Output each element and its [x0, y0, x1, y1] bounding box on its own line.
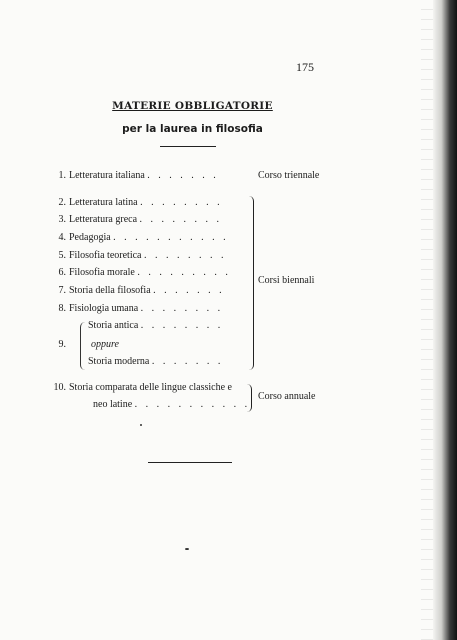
list-item	[52, 197, 223, 208]
page-edge-shadow	[421, 0, 433, 640]
item-label: Pedagogia	[69, 232, 111, 243]
item-label: Storia comparata delle lingue classiche e	[69, 382, 232, 393]
group-label-annual: Corso annuale	[258, 391, 316, 402]
list-item	[88, 356, 223, 367]
leader-dots: . . . . . . . . . . .	[134, 399, 251, 410]
item-number: 7.	[58, 285, 66, 296]
item-number-row	[52, 339, 69, 350]
print-speck	[185, 548, 189, 550]
leader-dots: . . . . . . . .	[139, 214, 223, 225]
list-item	[52, 214, 222, 225]
list-item	[52, 267, 231, 278]
item-number: 9.	[58, 339, 66, 350]
item-number: 5.	[58, 250, 66, 261]
item-label: Filosofia teoretica	[69, 250, 142, 261]
list-item	[52, 303, 223, 314]
print-speck	[140, 424, 142, 426]
leader-dots: . . . . . . . .	[143, 250, 227, 261]
leader-dots: . . . . . . . .	[140, 303, 224, 314]
group-brace-biennial	[249, 196, 254, 370]
item-number: 3.	[58, 214, 66, 225]
item-number: 8.	[58, 303, 66, 314]
section-title: MATERIE OBBLIGATORIE	[112, 100, 273, 112]
item-label: Letteratura greca	[69, 214, 138, 225]
choice-brace	[80, 322, 85, 370]
group-label-triennial: Corso triennale	[258, 170, 320, 181]
item-number: 6.	[58, 267, 66, 278]
leader-dots: . . . . . . .	[151, 356, 224, 367]
list-item	[52, 382, 232, 393]
closing-rule	[148, 462, 232, 463]
leader-dots: . . . . . . . . .	[137, 267, 231, 278]
leader-dots: . . . . . . . . . . .	[113, 232, 229, 243]
item-label: Letteratura latina	[69, 197, 138, 208]
section-subtitle: per la laurea in filosofia	[122, 123, 263, 135]
leader-dots: . . . . . . .	[147, 170, 219, 181]
item-label: Fisiologia umana	[69, 303, 139, 314]
item-number: 4.	[58, 232, 66, 243]
item-label: Letteratura italiana	[69, 170, 145, 181]
item-label: Storia moderna	[88, 356, 150, 367]
list-item	[88, 320, 223, 331]
item-label: Storia antica	[88, 320, 139, 331]
list-item	[52, 232, 229, 243]
group-label-biennial: Corsi biennali	[258, 275, 315, 286]
leader-dots: . . . . . . . .	[140, 197, 223, 208]
leader-dots: . . . . . . .	[153, 285, 225, 296]
item-number: 1.	[58, 170, 66, 181]
book-spine-edge	[433, 0, 457, 640]
item-number: 10.	[53, 382, 66, 393]
group-brace-annual	[247, 384, 252, 412]
list-item	[52, 170, 219, 181]
item-label: Filosofia morale	[69, 267, 135, 278]
page-number: 175	[296, 60, 314, 74]
item-label-continued: neo latine	[93, 399, 133, 410]
title-rule	[160, 146, 216, 147]
list-item	[52, 250, 226, 261]
leader-dots: . . . . . . . .	[140, 320, 224, 331]
list-item	[52, 285, 225, 296]
list-item-continuation	[93, 399, 250, 410]
alternative-connector: oppure	[91, 339, 119, 350]
item-number: 2.	[58, 197, 66, 208]
item-label: Storia della filosofia	[69, 285, 151, 296]
